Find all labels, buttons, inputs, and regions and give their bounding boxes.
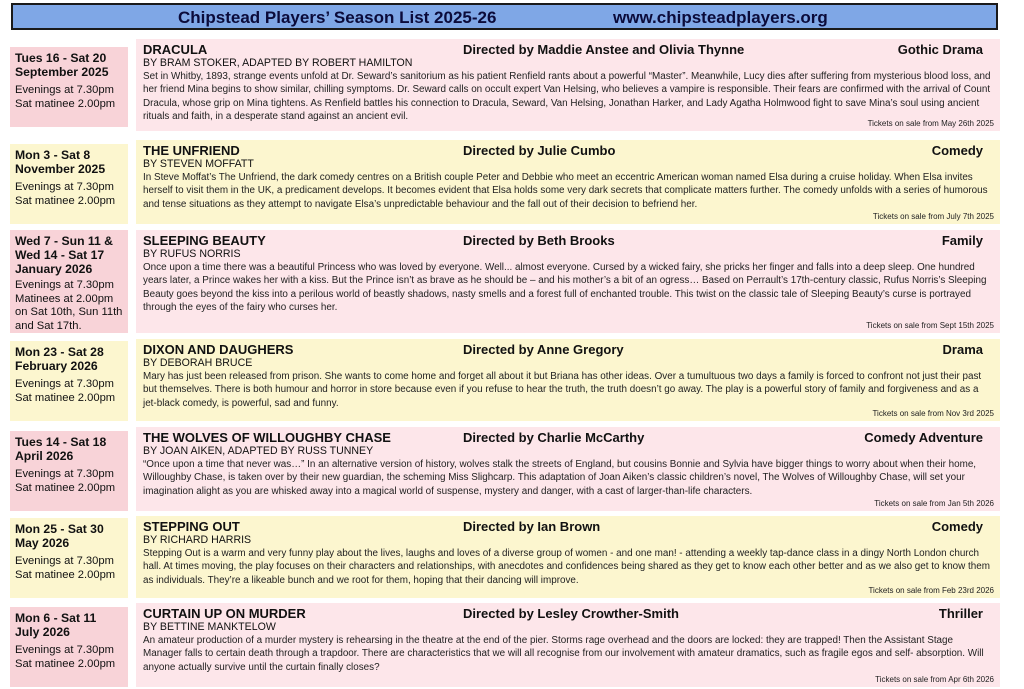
show-row-stepping-out (0, 516, 1024, 598)
show-row-dixon (0, 339, 1024, 421)
show-times: Evenings at 7.30pm Matinees at 2.00pm on Sat 10th, Sun 11th and Sat 17th. (15, 279, 123, 332)
show-director: Directed by Anne Gregory (463, 342, 624, 357)
show-row-wolves (0, 427, 1024, 511)
show-title: THE UNFRIEND (143, 143, 240, 158)
show-details (136, 339, 1000, 421)
show-dates: Mon 25 - Sat 30 May 2026 (15, 522, 104, 550)
show-details (136, 516, 1000, 598)
show-author: BY BETTINE MANKTELOW (143, 621, 276, 633)
show-author: BY BRAM STOKER, ADAPTED BY ROBERT HAMILTON (143, 57, 413, 69)
show-tickets: Tickets on sale from Sept 15th 2025 (866, 321, 994, 330)
show-dates-box (10, 47, 128, 127)
season-header (11, 3, 998, 30)
show-times: Evenings at 7.30pm Sat matinee 2.00pm (15, 181, 116, 207)
show-row-dracula (0, 39, 1024, 131)
show-description: Once upon a time there was a beautiful Princess who was loved by everyone. Well... almost everyone. Cursed by a wicked fairy, she pricks her finger and falls into a deep sleep. One hundred years later, a Prince wakes her with a kiss. But the Prince isn’t as brave as he should be – and his mother’s a bit of an ogress… Based on Perrault’s 17th-century classic, Rufus Norris’s Sleeping Beauty goes beyond the kiss into a perilous world of beastly shadows, nasty smells and a forest full of enchanted trouble. This twist on the classic tale of Sleeping Beauty’s curse is portrayed through the eyes of the fairy who curses her. (143, 262, 987, 313)
show-dates: Mon 6 - Sat 11 July 2026 (15, 611, 97, 639)
show-title: CURTAIN UP ON MURDER (143, 606, 306, 621)
show-description: Mary has just been released from prison. She wants to come home and forget all about it but Briana has other ideas. Over a tumultuous two days a family is forced to confront not just their past but themselves. There is both humour and horror in store because even if you refuse to hear the truth, the truth doesn’t go away. The play is a powerful story of family and forgiveness and as a jet-black comedy, is powerful, sad and funny. (143, 371, 982, 409)
show-author: BY RICHARD HARRIS (143, 534, 252, 546)
show-director: Directed by Lesley Crowther-Smith (463, 606, 679, 621)
show-tickets: Tickets on sale from Nov 3rd 2025 (872, 409, 994, 418)
show-details (136, 427, 1000, 511)
show-dates: Tues 16 - Sat 20 September 2025 (15, 51, 109, 79)
show-author: BY DEBORAH BRUCE (143, 357, 253, 369)
show-director: Directed by Ian Brown (463, 519, 601, 534)
show-dates-box (10, 230, 128, 333)
show-description: “Once upon a time that never was…” In an alternative version of history, wolves stalk the streets of England, but cousins Bonnie and Sylvia have bigger things to worry about when their home, Willoughby Chase, is taken over by their new guardian, the scheming Miss Slighcarp. This adaptation of Joan Aiken’s classic children’s novel, The Wolves of Willoughby Chase, will set your imagination alight as you are whisked away into a magical world of suspense, mystery and danger, with a cast of larger-than-life characters. (143, 459, 977, 497)
show-dates: Mon 3 - Sat 8 November 2025 (15, 148, 106, 176)
season-title: Chipstead Players’ Season List 2025-26 (178, 8, 497, 27)
show-author: BY STEVEN MOFFATT (143, 158, 254, 170)
show-genre: Drama (942, 342, 983, 357)
show-dates-box (10, 144, 128, 224)
show-director: Directed by Beth Brooks (463, 233, 615, 248)
show-dates-box (10, 431, 128, 511)
show-title: DRACULA (143, 42, 208, 57)
show-times: Evenings at 7.30pm Sat matinee 2.00pm (15, 644, 116, 670)
show-description: Stepping Out is a warm and very funny play about the lives, laughs and loves of a diverse group of women - and one man! - attending a weekly tap-dance class in a dingy North London church hall. At times moving, the play focuses on their characters and relationships, with anecdotes and confidences being shared as they get to know each other better and as we also get to know them as individuals. They’re a likeable bunch and we root for them, hoping that their dancing will improve. (143, 548, 991, 586)
show-dates: Mon 23 - Sat 28 February 2026 (15, 345, 104, 373)
show-dates-box (10, 518, 128, 598)
show-description: An amateur production of a murder mystery is rehearsing in the theatre at the end of the pier. Storms rage overhead and the doors are locked: they are trapped! Then the Assistant Stage Manager falls to certain death through a trapdoor. There are characteristics that we will all recognise from our involvement with amateur dramatics, such as fragile egos and self- absorption. Will anyone actually survive until the curtain finally closes? (143, 635, 984, 673)
show-tickets: Tickets on sale from July 7th 2025 (872, 212, 994, 221)
show-row-sleeping-beauty (0, 230, 1024, 333)
show-title: DIXON AND DAUGHERS (143, 342, 294, 357)
show-tickets: Tickets on sale from Jan 5th 2026 (874, 499, 994, 508)
show-genre: Thriller (938, 606, 983, 621)
website-link[interactable]: www.chipsteadplayers.org (613, 8, 828, 27)
show-description: In Steve Moffat’s The Unfriend, the dark comedy centres on a British couple Peter and Debbie who meet an eccentric American woman named Elsa during a cruise holiday. When Elsa invites herself to visit them in the UK, a predicament develops. It becomes evident that Elsa holds some very dark secrets that complicate matters further. The comedy unfolds with a series of humorous and tense situations as they attempt to navigate Elsa’s unpredictable behaviour and the fall out of their decision to befriend her. (143, 172, 988, 210)
show-genre: Family (941, 233, 983, 248)
show-dates-box (10, 607, 128, 687)
show-dates: Wed 7 - Sun 11 & Wed 14 - Sat 17 January 2026 (15, 234, 113, 276)
show-tickets: Tickets on sale from Apr 6th 2026 (875, 675, 994, 684)
show-author: BY JOAN AIKEN, ADAPTED BY RUSS TUNNEY (143, 445, 374, 457)
show-times: Evenings at 7.30pm Sat matinee 2.00pm (15, 468, 116, 494)
show-director: Directed by Maddie Anstee and Olivia Thynne (463, 42, 745, 57)
show-times: Evenings at 7.30pm Sat matinee 2.00pm (15, 378, 116, 404)
show-times: Evenings at 7.30pm Sat matinee 2.00pm (15, 84, 116, 110)
show-genre: Comedy (931, 143, 983, 158)
show-author: BY RUFUS NORRIS (143, 248, 241, 260)
show-genre: Gothic Drama (897, 42, 983, 57)
show-row-curtain-up (0, 603, 1024, 687)
show-dates: Tues 14 - Sat 18 April 2026 (15, 435, 107, 463)
show-director: Directed by Julie Cumbo (463, 143, 616, 158)
show-details (136, 603, 1000, 687)
show-tickets: Tickets on sale from Feb 23rd 2026 (868, 586, 994, 595)
show-genre: Comedy Adventure (864, 430, 983, 445)
show-title: THE WOLVES OF WILLOUGHBY CHASE (143, 430, 391, 445)
show-details (136, 39, 1000, 131)
show-title: SLEEPING BEAUTY (143, 233, 266, 248)
show-genre: Comedy (931, 519, 983, 534)
show-director: Directed by Charlie McCarthy (463, 430, 645, 445)
show-dates-box (10, 341, 128, 421)
show-details (136, 230, 1000, 333)
show-description: Set in Whitby, 1893, strange events unfold at Dr. Seward’s sanitorium as his patient Renfield rants about a powerful “Master”. Meanwhile, Lucy dies after suffering from mysterious blood loss, and her friend Mina begins to show similar, chilling symptoms. Dr. Seward calls on occult expert Van Helsing, who believes a vampire is responsible. Their fears are confirmed with the arrival of Count Dracula, whose grip on Mina tightens. As Renfield battles his connection to Dracula, Seward, Van Helsing, Jonathan Harker, and Lady Agatha Holmwood fight to save Mina’s soul using ancient rituals and faith, in a desperate stand against an ancient evil. (143, 71, 991, 122)
show-row-unfriend (0, 140, 1024, 224)
show-times: Evenings at 7.30pm Sat matinee 2.00pm (15, 555, 116, 581)
show-details (136, 140, 1000, 224)
show-tickets: Tickets on sale from May 26th 2025 (867, 119, 994, 128)
show-title: STEPPING OUT (143, 519, 240, 534)
